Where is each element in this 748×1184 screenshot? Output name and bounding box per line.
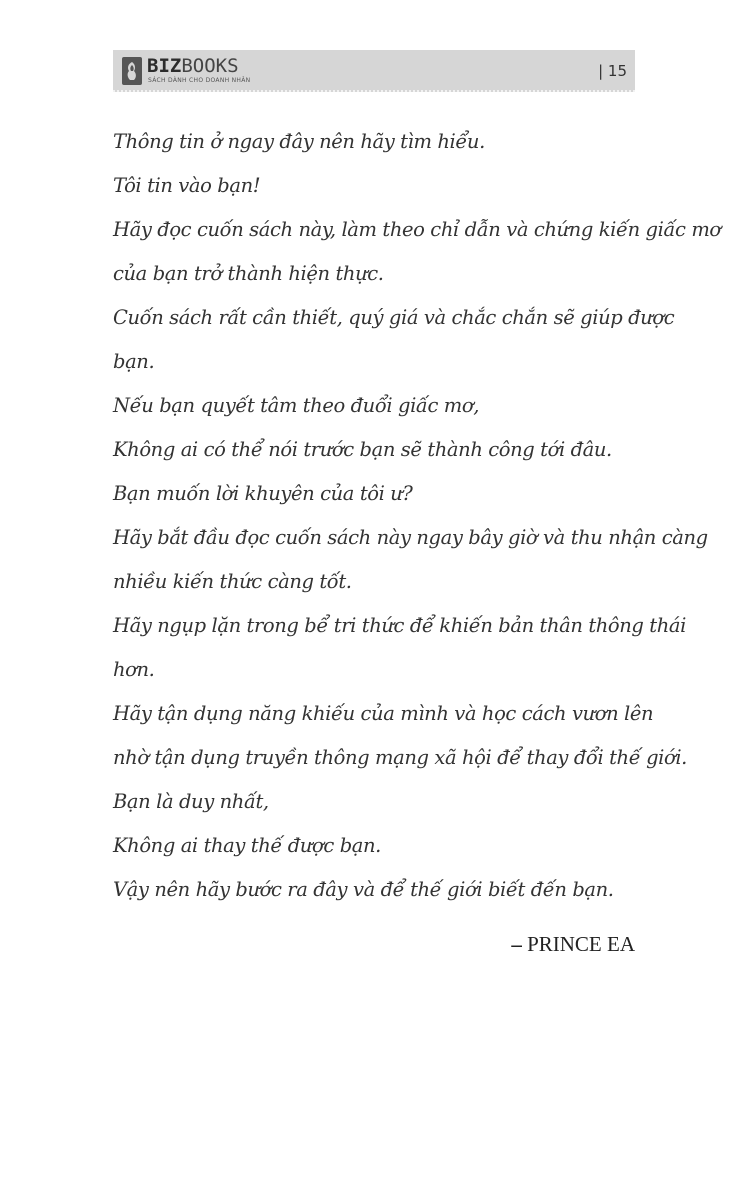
brand-regular: BOOKS [181,55,239,77]
credit-name: PRINCE EA [527,932,635,956]
poem-line: Tôi tin vào bạn! [113,174,261,197]
poem-line: Hãy đọc cuốn sách này, làm theo chỉ dẫn và chứng kiến giấc mơ [113,218,721,241]
poem-line: Hãy tận dụng năng khiếu của mình và học cách vươn lên [113,702,654,725]
page-number: | 15 [598,62,627,80]
brand-name [147,56,239,76]
poem-line: bạn. [113,350,155,373]
page-header [113,50,635,92]
poem-line: hơn. [113,658,155,681]
poem-line: Hãy ngụp lặn trong bể tri thức để khiến bản thân thông thái [113,614,686,637]
credit-dash: – [511,932,522,956]
brand-tagline: SÁCH DÀNH CHO DOANH NHÂN [148,77,251,84]
poem-line: Vậy nên hãy bước ra đây và để thế giới biết đến bạn. [113,878,614,901]
poem-line: Không ai thay thế được bạn. [113,834,381,857]
poem-line: Bạn là duy nhất, [113,790,269,813]
poem-line: nhiều kiến thức càng tốt. [113,570,352,593]
poem-body [113,120,721,912]
brand-bold: BIZ [147,55,182,77]
bizbooks-logo-icon [122,57,142,85]
poem-line: Nếu bạn quyết tâm theo đuổi giấc mơ, [113,394,480,417]
poem-line: Cuốn sách rất cần thiết, quý giá và chắc chắn sẽ giúp được [113,306,675,329]
poem-line: Hãy bắt đầu đọc cuốn sách này ngay bây giờ và thu nhận càng [113,526,708,549]
poem-line: Bạn muốn lời khuyên của tôi ư? [113,482,413,505]
poem-line: Thông tin ở ngay đây nên hãy tìm hiểu. [113,130,485,153]
poem-line: Không ai có thể nói trước bạn sẽ thành công tới đâu. [113,438,612,461]
poem-line: của bạn trở thành hiện thực. [113,262,384,285]
poem-line: nhờ tận dụng truyền thông mạng xã hội để thay đổi thế giới. [113,746,687,769]
author-credit [511,922,635,966]
